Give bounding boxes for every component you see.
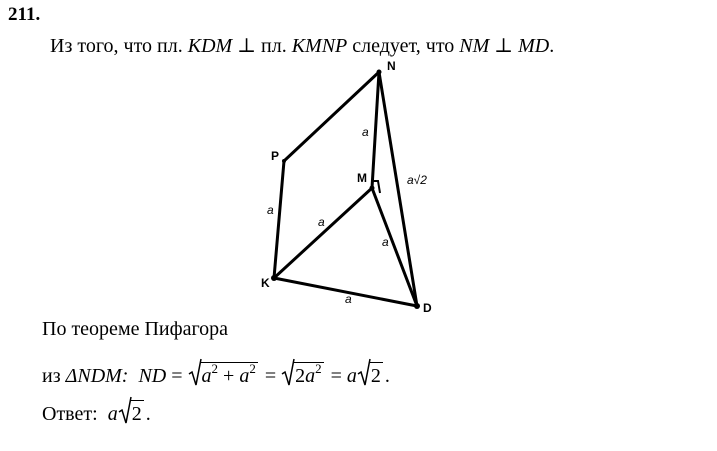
sqrt-expression-1 bbox=[188, 362, 258, 388]
coefficient: 2 bbox=[295, 365, 306, 387]
point-n bbox=[377, 70, 382, 75]
point-m bbox=[370, 186, 375, 191]
radical-sign-icon bbox=[188, 358, 202, 388]
statement-period: . bbox=[549, 35, 555, 57]
answer-period: . bbox=[145, 403, 151, 425]
problem-number: 211. bbox=[8, 4, 41, 25]
point-p bbox=[282, 159, 286, 163]
statement-text: следует, что bbox=[347, 35, 460, 57]
segment-nd: ND bbox=[138, 365, 167, 387]
radical-sign-icon bbox=[281, 358, 295, 388]
point-d bbox=[414, 303, 420, 309]
label-k: K bbox=[261, 276, 270, 290]
exponent: 2 bbox=[315, 361, 322, 376]
equals-sign: = bbox=[330, 365, 342, 387]
radicand-var: a bbox=[305, 365, 316, 387]
derivation-line bbox=[42, 362, 390, 388]
edge-label-kd: a bbox=[345, 292, 352, 306]
label-m: M bbox=[357, 171, 367, 185]
theorem-line: По теореме Пифагора bbox=[42, 318, 229, 340]
triangle-ndm: ΔNDM: bbox=[65, 365, 129, 387]
label-n: N bbox=[387, 59, 396, 73]
equals-sign: = bbox=[171, 365, 183, 387]
edge-nm bbox=[372, 72, 379, 188]
edge-nd bbox=[379, 72, 417, 306]
perp-symbol: ⊥ bbox=[489, 35, 519, 57]
derivation-period: . bbox=[384, 365, 390, 387]
radical-sign-icon bbox=[357, 358, 371, 388]
radical-sign-icon bbox=[118, 396, 132, 426]
sqrt-expression-2 bbox=[281, 362, 324, 388]
radicand-number: 2 bbox=[131, 403, 142, 425]
edge-label-pk: a bbox=[267, 203, 274, 217]
edge-label-nd: a√2 bbox=[407, 173, 427, 187]
point-k bbox=[271, 275, 277, 281]
label-d: D bbox=[423, 301, 432, 315]
sqrt-expression-3 bbox=[357, 362, 383, 388]
edge-md bbox=[372, 188, 417, 306]
plane-kdm: KDM bbox=[187, 35, 233, 57]
segment-nm: NM bbox=[459, 35, 490, 57]
equals-sign: = bbox=[264, 365, 277, 387]
radicand-var: a bbox=[201, 365, 212, 387]
radicand-number: 2 bbox=[370, 365, 381, 387]
exponent: 2 bbox=[249, 361, 256, 376]
derivation-prefix: из bbox=[42, 365, 61, 387]
answer-line bbox=[42, 400, 151, 426]
statement-text: Из того, что пл. bbox=[50, 35, 188, 57]
exponent: 2 bbox=[211, 361, 219, 376]
edge-label-md: a bbox=[382, 235, 389, 249]
edge-pk bbox=[274, 161, 284, 278]
result-var: a bbox=[346, 365, 357, 387]
edge-np bbox=[284, 72, 379, 161]
plane-kmnp: KMNP bbox=[291, 35, 348, 57]
plus-sign: + bbox=[223, 365, 235, 387]
statement-text: пл. bbox=[261, 35, 292, 57]
label-p: P bbox=[271, 149, 280, 163]
answer-sqrt bbox=[118, 400, 144, 426]
perp-symbol: ⊥ bbox=[232, 35, 262, 57]
answer-label: Ответ: bbox=[42, 403, 98, 425]
segment-md: MD bbox=[518, 35, 550, 57]
edge-label-km: a bbox=[318, 215, 325, 229]
answer-var: a bbox=[107, 403, 118, 425]
edge-label-nm: a bbox=[362, 125, 369, 139]
radicand-var: a bbox=[239, 365, 250, 387]
edge-km bbox=[274, 188, 372, 278]
